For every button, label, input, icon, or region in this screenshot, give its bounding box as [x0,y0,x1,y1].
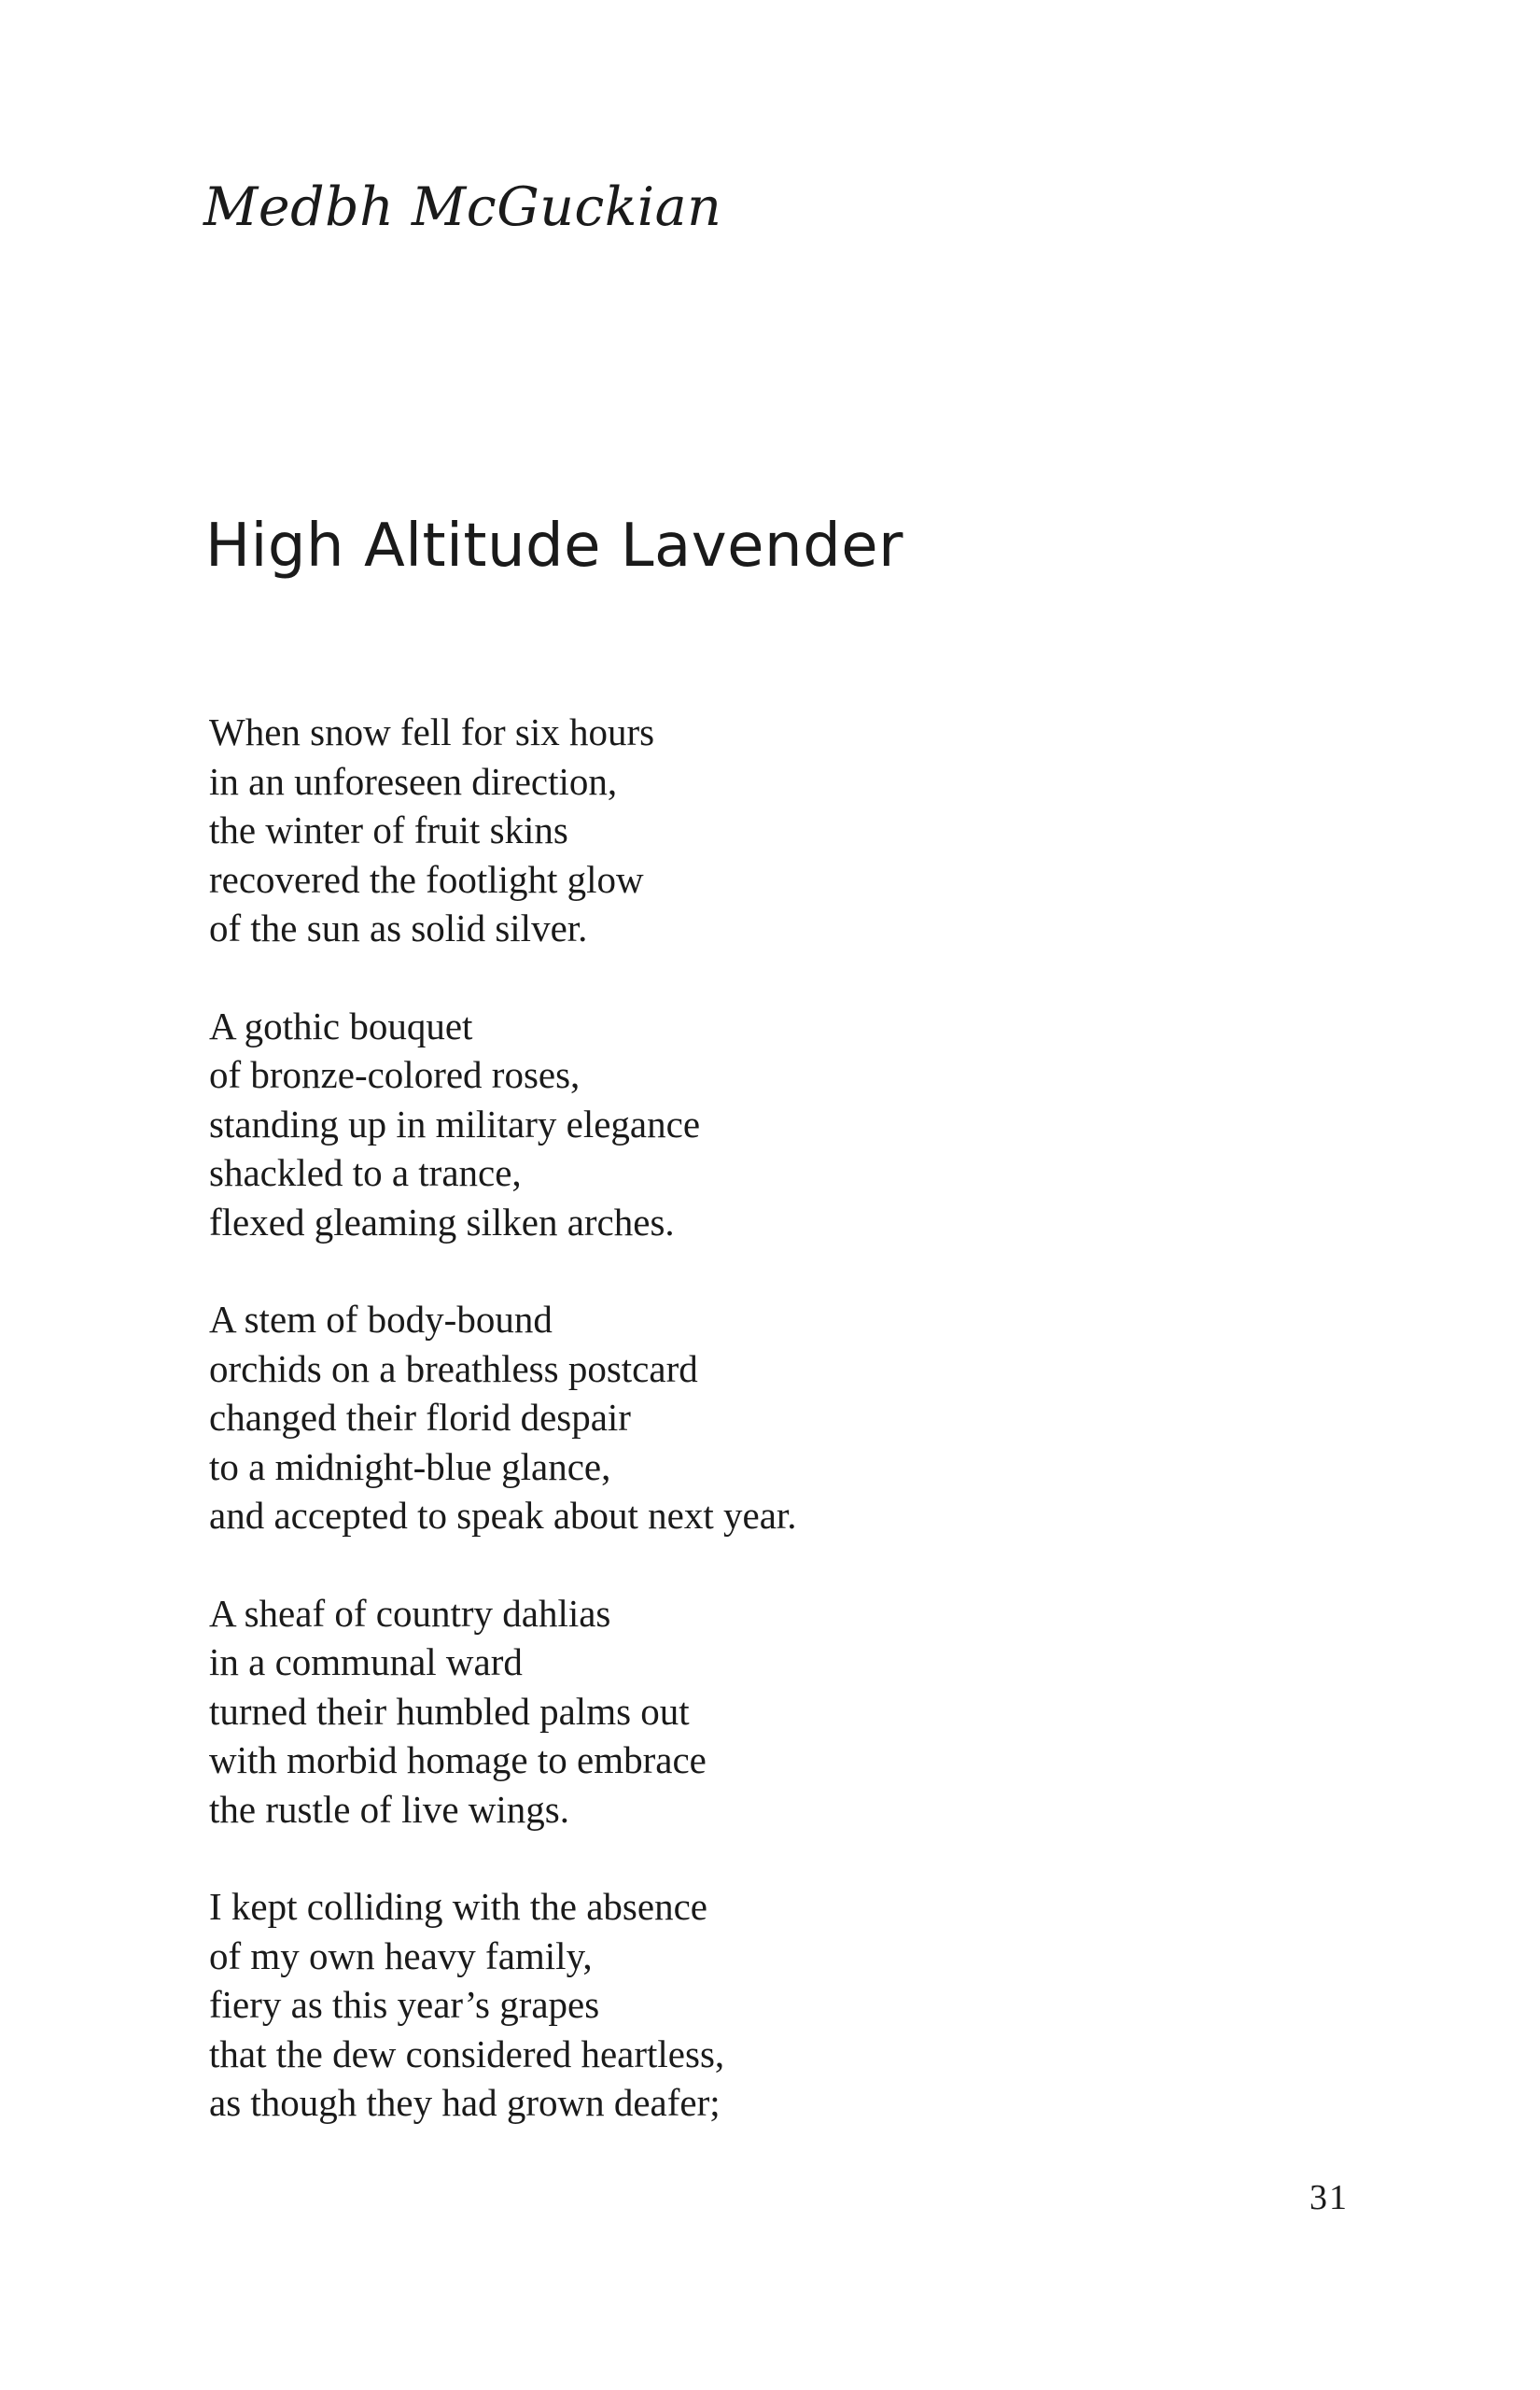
page-number: 31 [1309,2178,1349,2217]
poem-line: A gothic bouquet [209,1004,473,1047]
poem-line: shackled to a trance, [209,1151,522,1194]
poem-line: in an unforeseen direction, [209,759,618,803]
stanza [209,708,1329,953]
stanza [209,1295,1329,1540]
poem-line: and accepted to speak about next year. [209,1494,797,1537]
poem-line: in a communal ward [209,1640,523,1683]
poem-title: High Altitude Lavender [205,512,903,581]
stanza [209,1882,1329,2128]
poem-line: standing up in military elegance [209,1102,701,1146]
poem-line: A sheaf of country dahlias [209,1591,611,1635]
poem-line: with morbid homage to embrace [209,1738,707,1781]
poem-line: A stem of body-bound [209,1298,553,1341]
poem-line: the winter of fruit skins [209,808,568,851]
poem-line: that the dew considered heartless, [209,2032,725,2075]
poem-line: to a midnight-blue glance, [209,1444,611,1488]
poem-line: turned their humbled palms out [209,1689,690,1733]
poem-line: as though they had grown deafer; [209,2081,721,2124]
poem-line: fiery as this year’s grapes [209,1983,600,2026]
poem-line: changed their florid despair [209,1396,631,1439]
poem-line: I kept colliding with the absence [209,1885,707,1928]
poem-body [209,708,1329,2176]
poem-line: of the sun as solid silver. [209,907,588,949]
poem-line: recovered the footlight glow [209,857,644,901]
stanza [209,1589,1329,1835]
poem-line: of my own heavy family, [209,1933,593,1977]
poem-line: orchids on a breathless postcard [209,1346,698,1390]
poem-line: the rustle of live wings. [209,1787,570,1831]
poem-line: of bronze-colored roses, [209,1053,581,1096]
poem-line: When snow fell for six hours [209,710,655,753]
stanza [209,1002,1329,1247]
poem-line: flexed gleaming silken arches. [209,1200,675,1244]
author-name: Medbh McGuckian [203,176,722,238]
